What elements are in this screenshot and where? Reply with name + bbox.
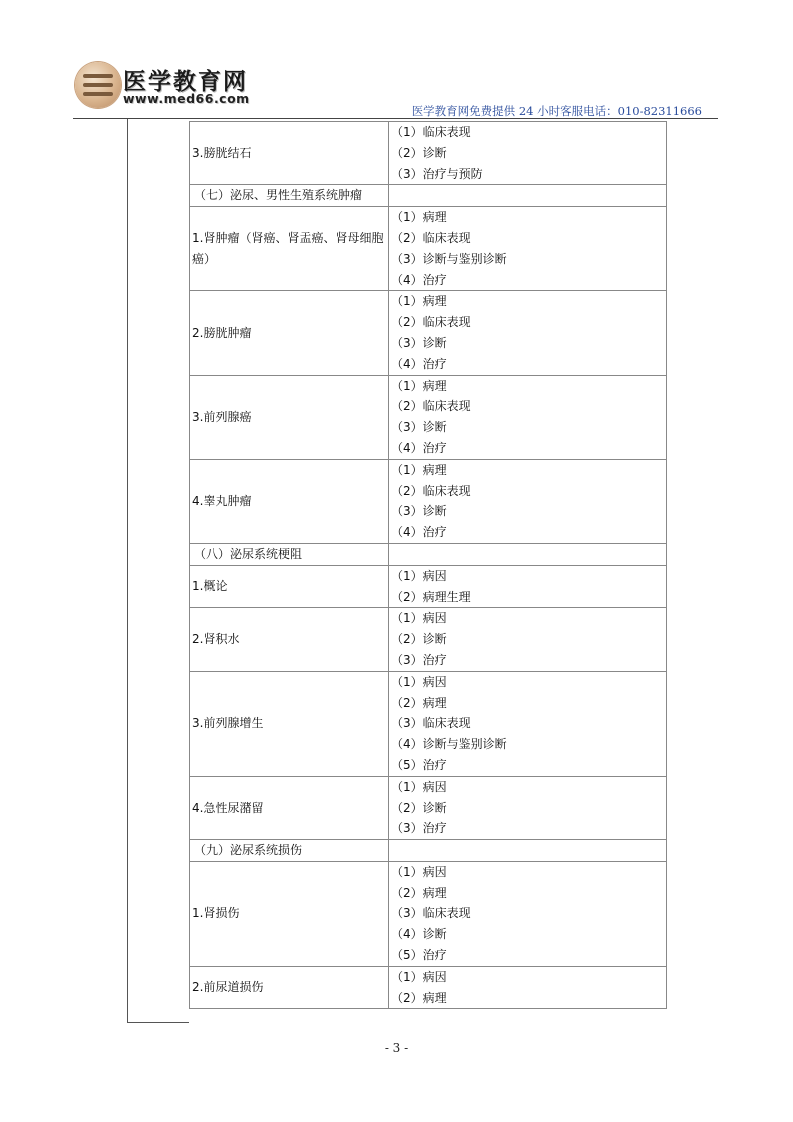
topic-cell: 3.前列腺增生 [190, 671, 389, 776]
topic-cell: 1.概论 [190, 565, 389, 608]
points-cell [389, 671, 667, 776]
section-heading: （八）泌尿系统梗阻 [190, 543, 389, 565]
point-item: （2）临床表现 [391, 315, 471, 330]
point-item: （2）病理 [391, 695, 447, 710]
point-item: （3）临床表现 [391, 906, 471, 921]
outer-table-left-border [127, 119, 128, 1023]
logo-url: www.med66.com [123, 91, 250, 106]
point-item: （3）治疗与预防 [391, 166, 483, 181]
point-item: （2）诊断 [391, 145, 447, 160]
point-item: （1）病因 [391, 568, 447, 583]
point-item: （2）临床表现 [391, 399, 471, 414]
point-item: （3）诊断 [391, 335, 447, 350]
topic-cell: 1.肾肿瘤（肾癌、肾盂癌、肾母细胞癌） [190, 207, 389, 291]
points-cell [389, 776, 667, 839]
point-item: （4）诊断与鉴别诊断 [391, 737, 507, 752]
point-item: （3）临床表现 [391, 716, 471, 731]
table-row [190, 608, 667, 671]
point-item: （3）治疗 [391, 821, 447, 836]
point-item: （3）诊断与鉴别诊断 [391, 251, 507, 266]
point-item: （5）治疗 [391, 948, 447, 963]
point-item: （2）诊断 [391, 800, 447, 815]
topic-cell: 2.膀胱肿瘤 [190, 291, 389, 375]
points-cell [389, 291, 667, 375]
point-item: （1）病因 [391, 674, 447, 689]
table-row [190, 291, 667, 375]
point-item: （2）病理生理 [391, 589, 471, 604]
point-item: （2）临床表现 [391, 483, 471, 498]
page-number: - 3 - [384, 1041, 409, 1055]
points-cell [389, 861, 667, 966]
topic-cell: 3.膀胱结石 [190, 122, 389, 185]
points-cell [389, 185, 667, 207]
point-item: （1）病因 [391, 969, 447, 984]
point-item: （1）病因 [391, 779, 447, 794]
point-item: （3）诊断 [391, 504, 447, 519]
site-logo [75, 62, 255, 110]
table-row [190, 861, 667, 966]
point-item: （1）病理 [391, 294, 447, 309]
header-divider [73, 118, 718, 119]
table-row [190, 207, 667, 291]
table-row [190, 565, 667, 608]
logo-emblem-icon [75, 62, 121, 108]
points-cell [389, 375, 667, 459]
point-item: （2）临床表现 [391, 230, 471, 245]
topic-cell: 3.前列腺癌 [190, 375, 389, 459]
points-cell [389, 543, 667, 565]
point-item: （4）治疗 [391, 525, 447, 540]
table-row [190, 966, 667, 1009]
section-heading: （七）泌尿、男性生殖系统肿瘤 [190, 185, 389, 207]
point-item: （1）病理 [391, 378, 447, 393]
points-cell [389, 207, 667, 291]
points-cell [389, 840, 667, 862]
point-item: （2）病理 [391, 885, 447, 900]
point-item: （3）治疗 [391, 652, 447, 667]
section-row [190, 543, 667, 565]
point-item: （1）病因 [391, 864, 447, 879]
syllabus-table [189, 121, 667, 1009]
outer-table-bottom-border [127, 1022, 189, 1023]
logo-title: 医学教育网 [123, 68, 248, 95]
point-item: （4）诊断 [391, 927, 447, 942]
section-row [190, 840, 667, 862]
point-item: （1）临床表现 [391, 125, 471, 139]
topic-cell: 4.睾丸肿瘤 [190, 459, 389, 543]
point-item: （2）诊断 [391, 632, 447, 647]
points-cell [389, 565, 667, 608]
points-cell [389, 608, 667, 671]
table-row [190, 122, 667, 185]
point-item: （4）治疗 [391, 440, 447, 455]
point-item: （5）治疗 [391, 757, 447, 772]
section-row [190, 185, 667, 207]
point-item: （2）病理 [391, 990, 447, 1005]
points-cell [389, 459, 667, 543]
topic-cell: 2.前尿道损伤 [190, 966, 389, 1009]
table-row [190, 459, 667, 543]
point-item: （1）病理 [391, 462, 447, 477]
section-heading: （九）泌尿系统损伤 [190, 840, 389, 862]
point-item: （1）病理 [391, 210, 447, 225]
point-item: （4）治疗 [391, 356, 447, 371]
points-cell [389, 122, 667, 185]
table-row [190, 776, 667, 839]
point-item: （3）诊断 [391, 420, 447, 435]
point-item: （4）治疗 [391, 272, 447, 287]
topic-cell: 1.肾损伤 [190, 861, 389, 966]
topic-cell: 4.急性尿潴留 [190, 776, 389, 839]
table-row [190, 671, 667, 776]
topic-cell: 2.肾积水 [190, 608, 389, 671]
table-row [190, 375, 667, 459]
points-cell [389, 966, 667, 1009]
header-contact-note: 医学教育网免费提供 24 小时客服电话：010-82311666 [411, 104, 702, 118]
point-item: （1）病因 [391, 611, 447, 626]
